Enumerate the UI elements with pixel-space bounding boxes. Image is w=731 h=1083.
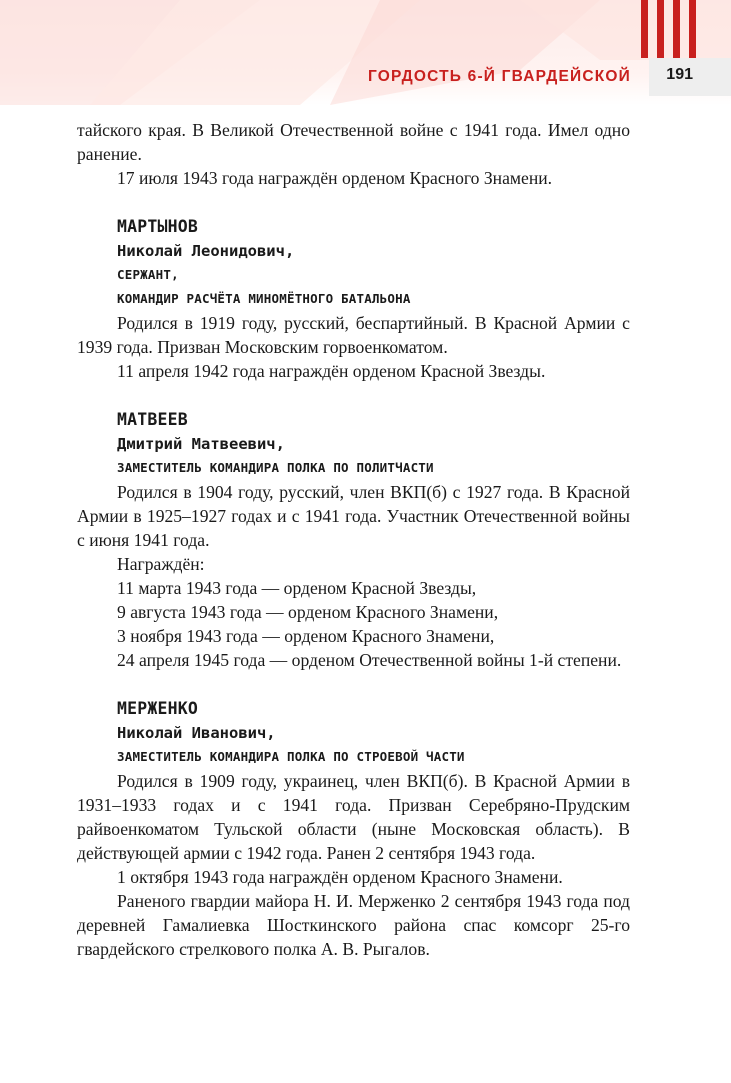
entry-bio: Родился в 1919 году, русский, беспартийный. В Красной Армии с 1939 года. Призван Московским горвоенкоматом. xyxy=(77,313,630,357)
award-line: 9 августа 1943 года — орденом Красного Знамени, xyxy=(117,602,499,622)
entry-given-name: Николай Иванович, xyxy=(117,724,276,742)
paragraph: тайского края. В Великой Отечественной войне с 1941 года. Имел одно ранение. xyxy=(77,120,630,164)
running-head: ГОРДОСТЬ 6-Й ГВАРДЕЙСКОЙ xyxy=(368,68,631,85)
award-line: 11 марта 1943 года — орденом Красной Звезды, xyxy=(117,578,477,598)
entry-award: 11 апреля 1942 года награждён орденом Красной Звезды. xyxy=(117,361,546,381)
entry-post: ЗАМЕСТИТЕЛЬ КОМАНДИРА ПОЛКА ПО ПОЛИТЧАСТИ xyxy=(117,460,434,475)
paragraph: 17 июля 1943 года награждён орденом Красного Знамени. xyxy=(117,168,553,188)
entry-given-name: Дмитрий Матвеевич, xyxy=(117,435,285,453)
entry-award: 1 октября 1943 года награждён орденом Красного Знамени. xyxy=(117,867,563,887)
page-body xyxy=(77,118,630,961)
awards-label: Награждён: xyxy=(117,554,205,574)
entry-note: Раненого гвардии майора Н. И. Мерженко 2 сентября 1943 года под деревней Гамалиевка Шосткинского района спас комсорг 25-го гвардейского стрелкового полка А. В. Рыгалов. xyxy=(77,891,630,959)
award-line: 24 апреля 1945 года — орденом Отечественной войны 1-й степени. xyxy=(117,650,622,670)
header-pattern xyxy=(0,0,731,105)
entry-bio: Родился в 1909 году, украинец, член ВКП(б). В Красной Армии в 1931–1933 годах и с 1941 года. Призван Серебряно-Прудским райвоенкоматом Тульской области (ныне Московская область). В действующей армии с 1942 года. Ранен 2 сентября 1943 года. xyxy=(77,771,630,863)
entry-post: ЗАМЕСТИТЕЛЬ КОМАНДИРА ПОЛКА ПО СТРОЕВОЙ ЧАСТИ xyxy=(117,749,465,764)
header-stripes xyxy=(641,0,701,58)
entry-rank: СЕРЖАНТ, xyxy=(117,267,179,282)
entry-bio: Родился в 1904 году, русский, член ВКП(б) с 1927 года. В Красной Армии в 1925–1927 годах и с 1941 года. Участник Отечественной войны с июня 1941 года. xyxy=(77,482,630,550)
award-line: 3 ноября 1943 года — орденом Красного Знамени, xyxy=(117,626,495,646)
page-number: 191 xyxy=(666,66,693,83)
header-decoration xyxy=(0,0,731,105)
entry-surname: МАРТЫНОВ xyxy=(117,217,199,236)
entry-surname: МАТВЕЕВ xyxy=(117,410,188,429)
entry-surname: МЕРЖЕНКО xyxy=(117,699,199,718)
entry-post: КОМАНДИР РАСЧЁТА МИНОМЁТНОГО БАТАЛЬОНА xyxy=(117,291,411,306)
entry-given-name: Николай Леонидович, xyxy=(117,242,295,260)
